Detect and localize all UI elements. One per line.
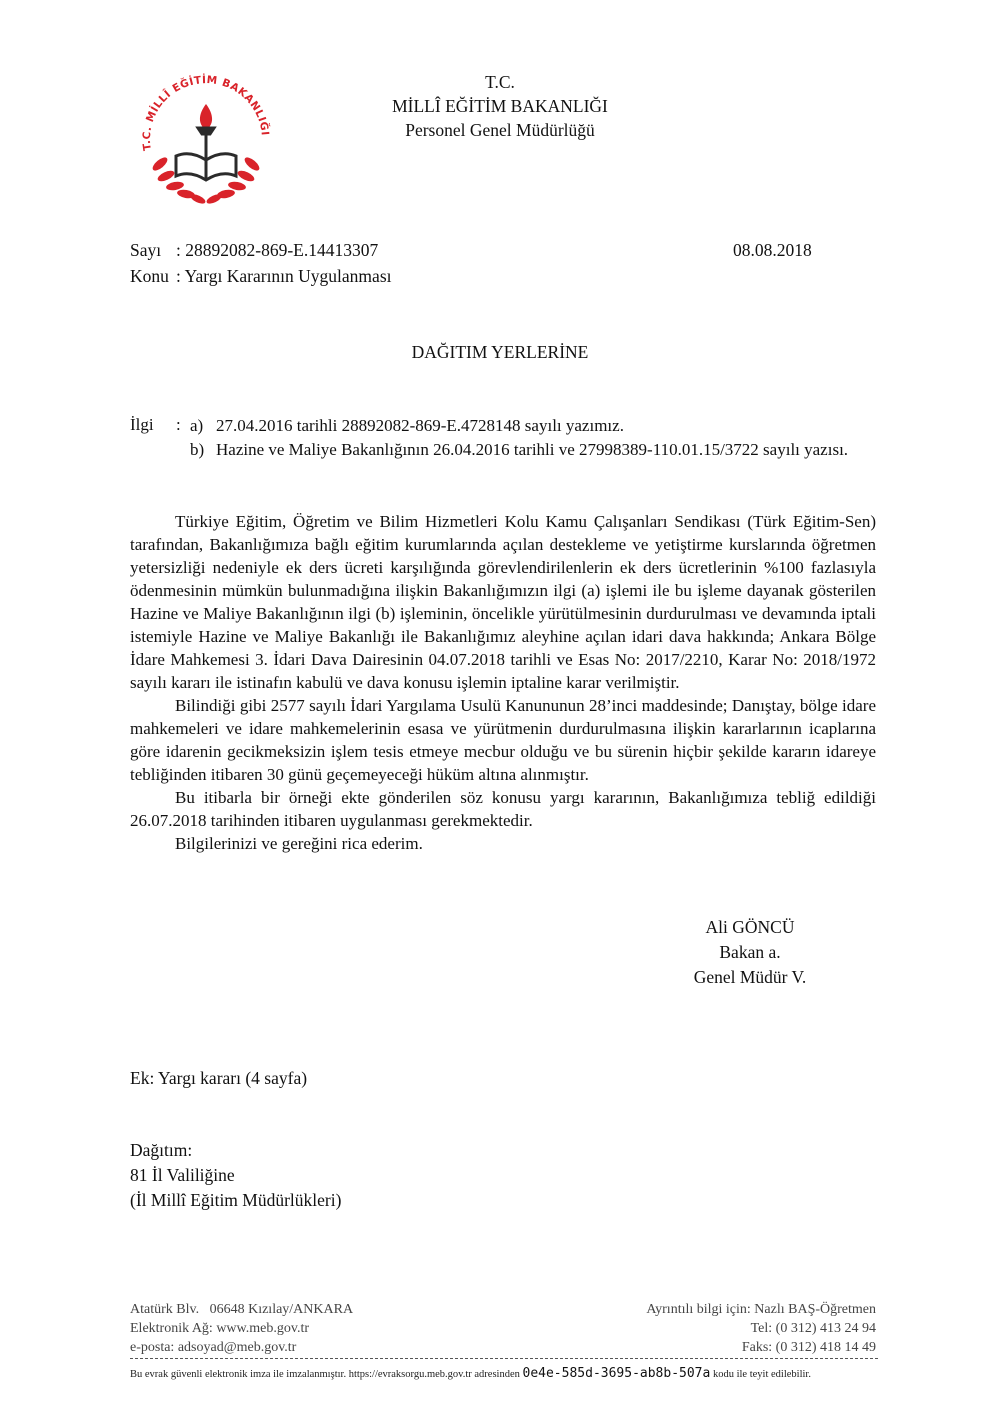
footer-address-block: [130, 1300, 353, 1357]
signer-title-1: Bakan a.: [719, 942, 781, 962]
footer-address: Atatürk Blv. 06648 Kızılay/ANKARA: [130, 1302, 354, 1317]
paragraph-3: Bu itibarla bir örneği ekte gönderilen söz konusu yargı kararının, Bakanlığımıza tebliğ edildiği 26.07.2018 tarihinden itibaren uygulanması gerekmektedir.: [130, 788, 876, 830]
signer-name: Ali GÖNCÜ: [705, 917, 795, 937]
footer-tel: Tel: (0 312) 413 24 94: [750, 1321, 876, 1336]
footer-email: e-posta: adsoyad@meb.gov.tr: [130, 1340, 297, 1355]
paragraph-4: Bilgilerinizi ve gereğini rica ederim.: [175, 834, 423, 853]
document-date: 08.08.2018: [733, 240, 812, 260]
ilgi-item-b: [190, 439, 876, 461]
ilgi-colon: :: [176, 415, 181, 434]
ilgi-a-text: 27.04.2016 tarihli 28892082-869-E.4728148 sayılı yazımız.: [216, 416, 624, 435]
paragraph-2: Bilindiği gibi 2577 sayılı İdari Yargılama Usulü Kanununun 28’inci maddesinde; Danıştay, bölge idare mahkemeleri ve idare mahkemelerinin esasa ve yürütmenin durdurulmasına ilişkin kararlarının icaplarına göre idarenin gecikmeksizin işlem tesis etmeye mecbur olduğu ve bu sürenin hiçbir şekilde kararın idareye tebliğinden itibaren 30 günü geçemeyeceği hüküm altına alınmıştır.: [130, 696, 876, 784]
svg-text:T.C. MİLLÎ EĞİTİM BAKANLIĞI: T.C. MİLLÎ EĞİTİM BAKANLIĞI: [140, 73, 271, 152]
footer-fax: Faks: (0 312) 418 14 49: [741, 1340, 876, 1355]
konu-value: : Yargı Kararının Uygulanması: [176, 266, 392, 286]
ilgi-a-mark: a): [190, 416, 204, 435]
subject-line: [130, 266, 392, 287]
distribution-line-2: (İl Millî Eğitim Müdürlükleri): [130, 1190, 342, 1210]
reference-number: [130, 240, 378, 261]
footer-contact-block: [600, 1300, 876, 1357]
distribution-line-1: 81 İl Valiliğine: [130, 1165, 235, 1185]
recipient-heading: DAĞITIM YERLERİNE: [411, 342, 589, 362]
verification-code: 0e4e-585d-3695-ab8b-507a: [522, 1366, 711, 1381]
distribution-label: Dağıtım:: [130, 1140, 193, 1160]
footer-divider: [130, 1358, 878, 1359]
header-directorate: Personel Genel Müdürlüğü: [405, 120, 595, 140]
konu-label: Konu: [130, 266, 169, 286]
e-signature-notice: [130, 1366, 890, 1381]
distribution-block: [130, 1138, 341, 1213]
esign-suffix: kodu ile teyit edilebilir.: [712, 1369, 811, 1380]
header-ministry: MİLLÎ EĞİTİM BAKANLIĞI: [392, 96, 608, 116]
signature-block: [650, 915, 850, 990]
signer-title-2: Genel Müdür V.: [693, 967, 807, 987]
footer-contact: Ayrıntılı bilgi için: Nazlı BAŞ-Öğretmen: [646, 1302, 876, 1317]
ilgi-b-text: Hazine ve Maliye Bakanlığının 26.04.2016 tarihli ve 27998389-110.01.15/3722 sayılı yazısı.: [216, 440, 849, 459]
header-country: T.C.: [485, 72, 515, 92]
paragraph-1: Türkiye Eğitim, Öğretim ve Bilim Hizmetleri Kolu Kamu Çalışanları Sendikası (Türk Eğitim-Sen) tarafından, Bakanlığımıza bağlı eğitim kurumlarında açılan destekleme ve yetiştirme kurslarında öğretmen yetersizliği nedeniyle ek ders ücreti karşılığında görevlendirilenlerin ek ders ücretlerinin %100 fazlasıyla ödenmesinin mümkün bulunmadığına ilişkin Bakanlığımızın ilgi (a) işlemi ile bu işleme dayanak gösterilen Hazine ve Maliye Bakanlığının ilgi (b) işleminin, öncelikle yürütülmesinin durdurulması ve devamında iptali istemiyle Hazine ve Maliye Bakanlığı ile Bakanlığımız aleyhine açılan idari dava hakkında; Ankara Bölge İdare Mahkemesi 3. İdari Dava Dairesinin 04.07.2018 tarihli ve Esas No: 2017/2210, Karar No: 2018/1972 sayılı kararı ile istinafın kabulü ve dava konusu işlemin iptaline karar verilmiştir.: [130, 512, 876, 692]
attachment-line: Ek: Yargı kararı (4 sayfa): [130, 1068, 308, 1088]
footer-web: Elektronik Ağ: www.meb.gov.tr: [130, 1321, 309, 1336]
sayi-value: : 28892082-869-E.14413307: [176, 240, 379, 260]
ilgi-b-mark: b): [190, 440, 205, 459]
ministry-logo: [130, 64, 282, 216]
ilgi-item-a: [190, 415, 876, 437]
letter-body: [130, 510, 876, 855]
esign-prefix: Bu evrak güvenli elektronik imza ile imzalanmıştır. https://evraksorgu.meb.gov.tr adresinden: [130, 1369, 520, 1380]
ilgi-label: İlgi: [130, 415, 154, 434]
letterhead: [300, 70, 700, 142]
sayi-label: Sayı: [130, 240, 162, 260]
